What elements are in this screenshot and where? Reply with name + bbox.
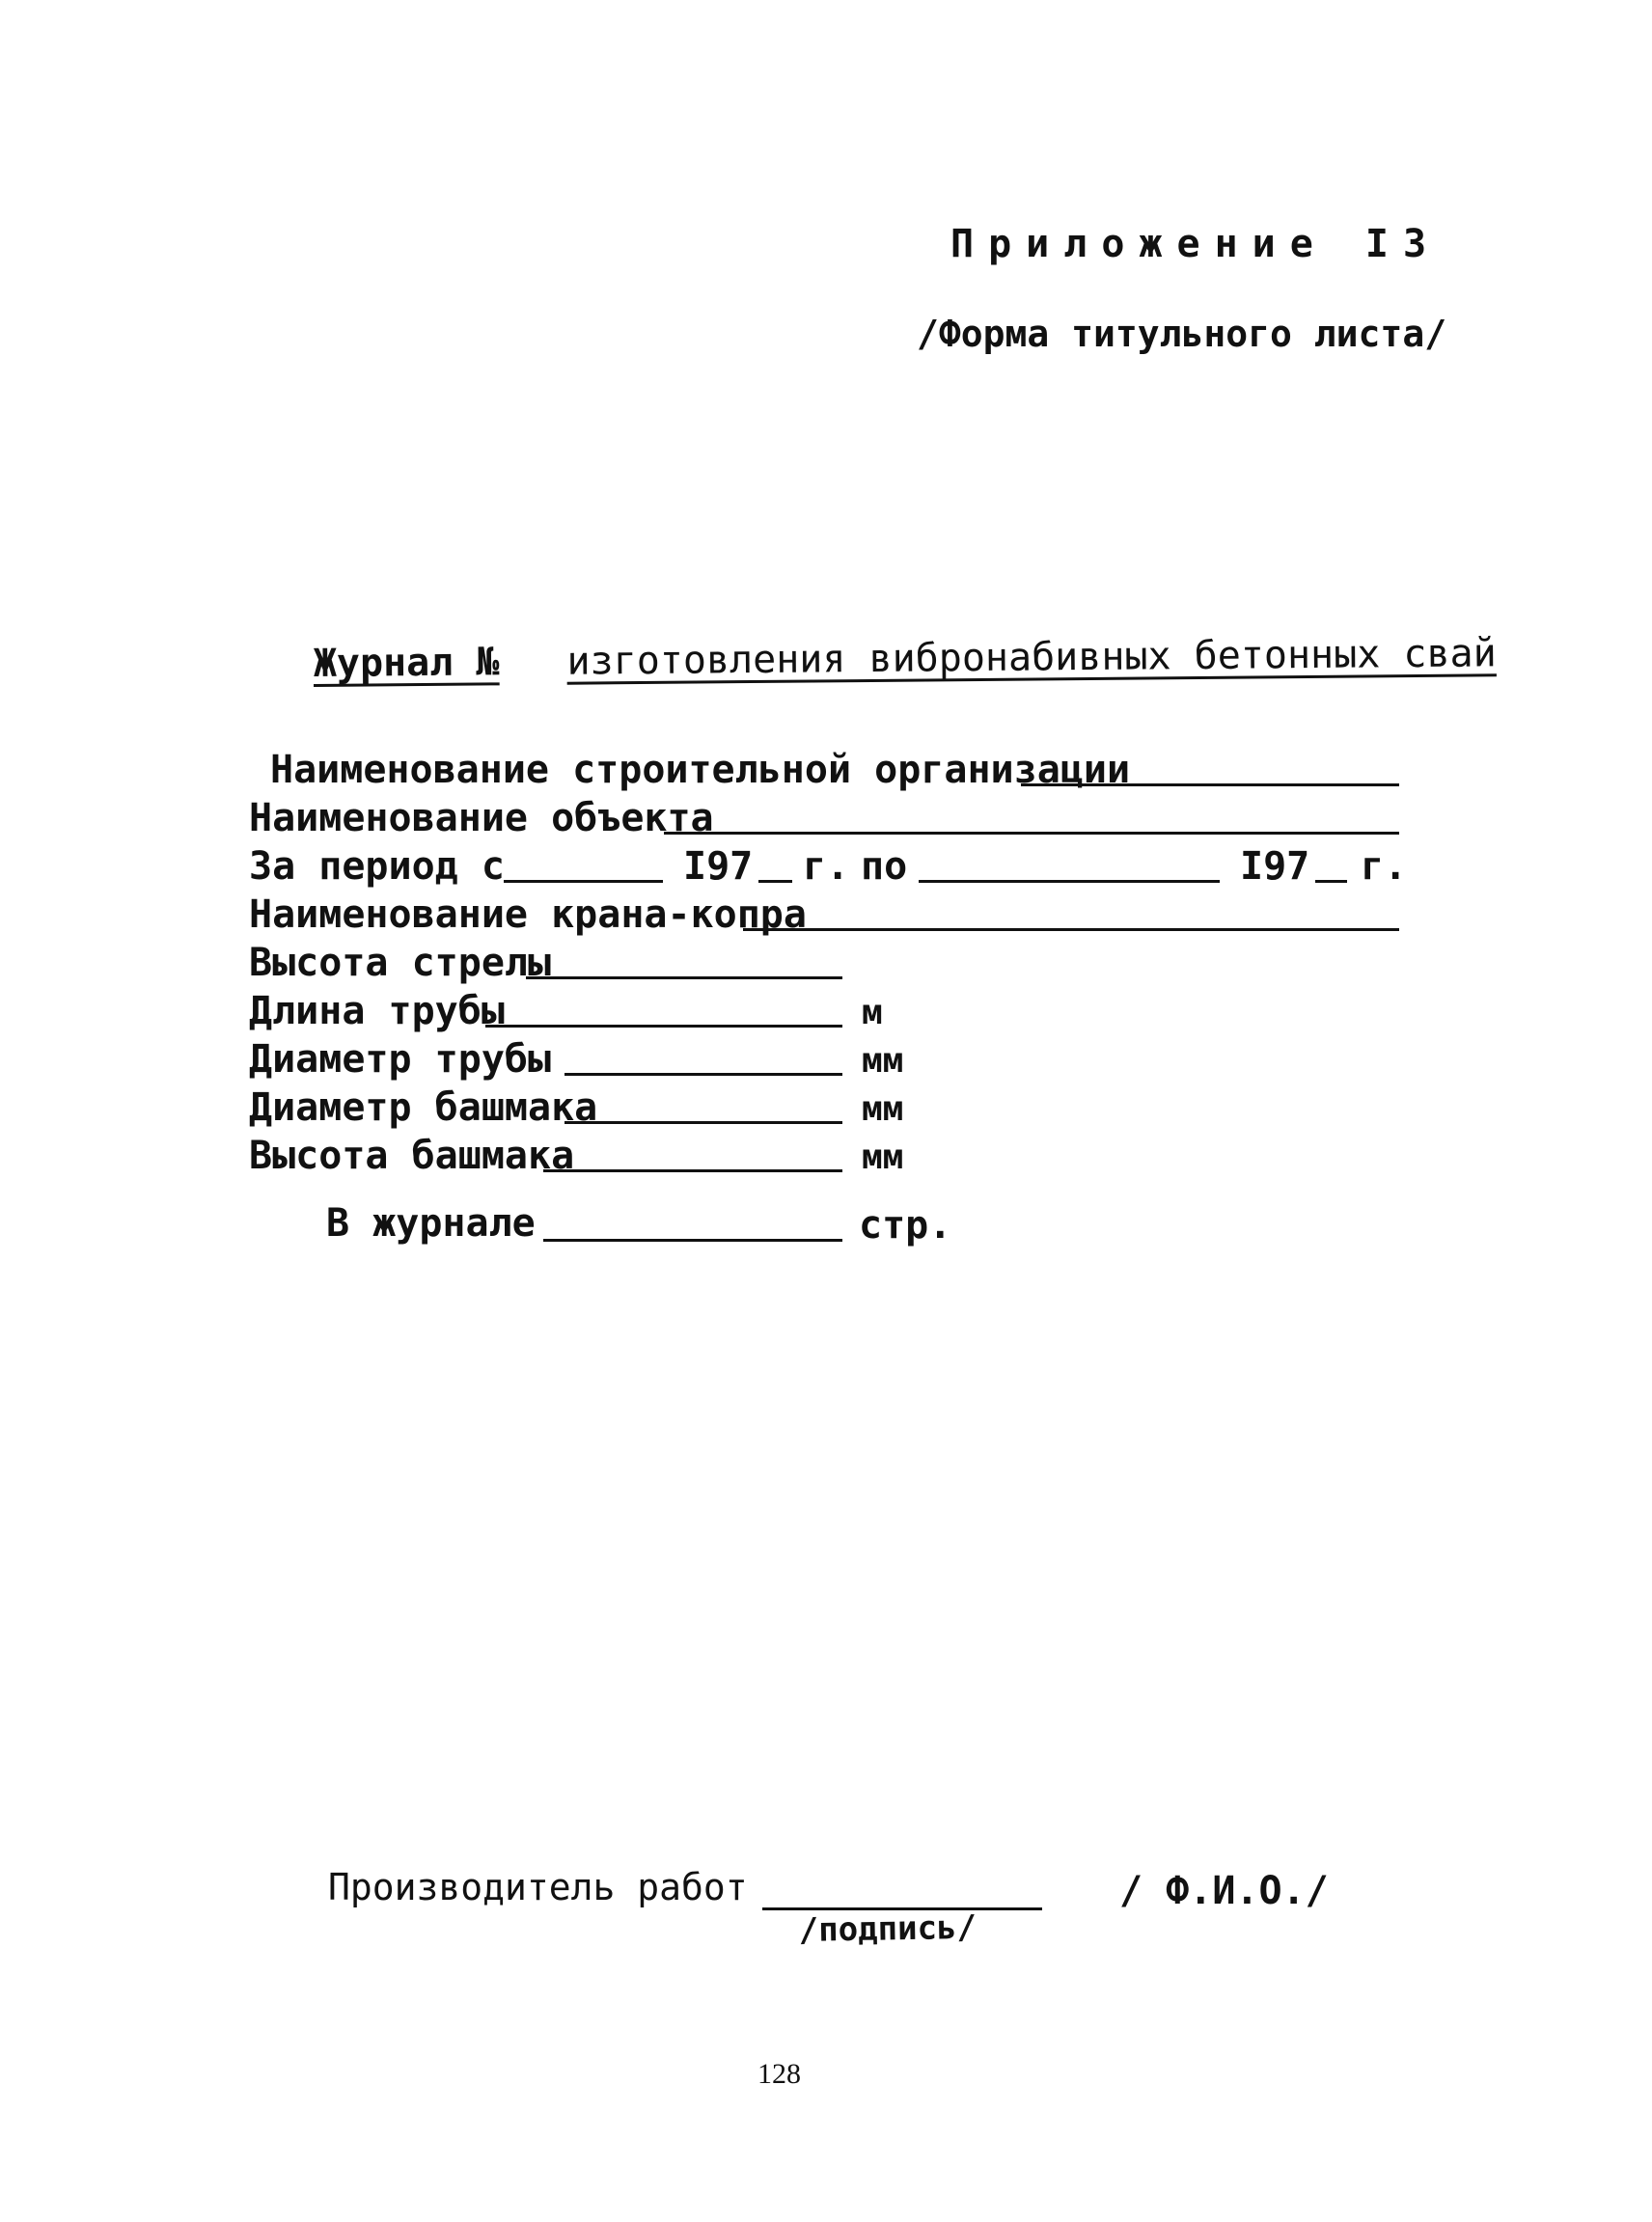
journal-title [313, 631, 1497, 686]
period-year-from-blank[interactable] [758, 880, 792, 883]
period-to-blank[interactable] [919, 880, 1220, 883]
journal-pages-label: В журнале [326, 1201, 536, 1246]
period-year-to: I97 [1240, 844, 1310, 889]
signature-note: /подпись/ [798, 1907, 977, 1950]
pipe-diameter-unit: мм [862, 1041, 904, 1081]
period-g2: г. [1361, 844, 1408, 889]
boom-blank[interactable] [526, 976, 842, 979]
period-year-from: I97 [683, 844, 754, 889]
boom-label: Высота стрелы [249, 941, 552, 985]
shoe-diameter-unit: мм [862, 1089, 904, 1129]
page-number: 128 [757, 2058, 801, 2090]
form-note: /Форма титульного листа/ [917, 313, 1447, 355]
shoe-diameter-label: Диаметр башмака [249, 1085, 598, 1130]
journal-label: Журнал № [313, 640, 500, 686]
object-blank[interactable] [664, 832, 1399, 835]
pipe-length-blank[interactable] [485, 1025, 842, 1028]
shoe-height-label: Высота башмака [249, 1134, 575, 1178]
period-label: За период с [249, 844, 505, 889]
org-blank[interactable] [1021, 783, 1399, 786]
shoe-diameter-blank[interactable] [564, 1121, 842, 1124]
crane-label: Наименование крана-копра [249, 892, 807, 937]
period-from-blank[interactable] [504, 880, 663, 883]
org-label: Наименование строительной организации [270, 748, 1131, 792]
foreman-label: Производитель работ [328, 1866, 748, 1908]
pipe-diameter-blank[interactable] [564, 1073, 842, 1076]
journal-pages-blank[interactable] [543, 1239, 842, 1242]
period-to: по [861, 844, 908, 889]
pipe-length-unit: м [862, 993, 883, 1032]
pipe-diameter-label: Диаметр трубы [249, 1037, 552, 1082]
journal-text: изготовления вибронабивных бетонных свай [566, 631, 1497, 684]
shoe-height-unit: мм [862, 1138, 904, 1177]
crane-blank[interactable] [743, 928, 1399, 931]
journal-pages-unit: стр. [859, 1203, 952, 1248]
shoe-height-blank[interactable] [543, 1169, 842, 1172]
period-year-to-blank[interactable] [1315, 880, 1347, 883]
period-g1: г. [803, 844, 850, 889]
fio-note: / Ф.И.О./ [1119, 1869, 1329, 1913]
object-label: Наименование объекта [249, 796, 714, 840]
pipe-length-label: Длина трубы [249, 989, 505, 1033]
appendix-heading: Приложение I3 [950, 222, 1442, 266]
